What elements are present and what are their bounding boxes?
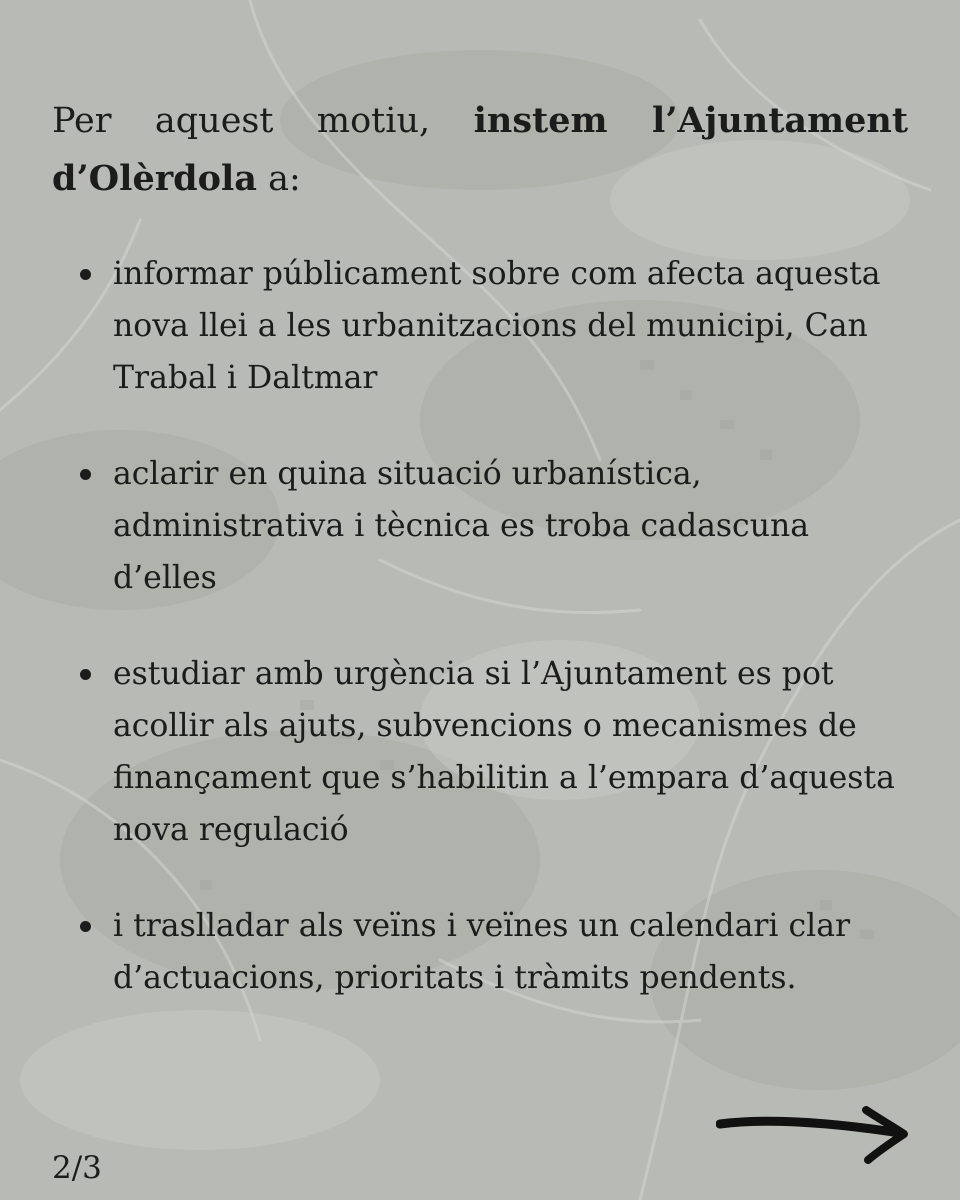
list-item-text: informar públicament sobre com afecta aquesta nova llei a les urbanitzacions del municipi, Can Trabal i Daltmar (113, 256, 881, 396)
intro-tail: a: (256, 159, 301, 199)
bullet-icon (80, 469, 91, 480)
list-item (52, 900, 908, 1004)
list-item-text: aclarir en quina situació urbanística, administrativa i tècnica es troba cadascuna d’elles (113, 456, 810, 596)
arrow-right-icon[interactable] (716, 1104, 912, 1164)
bullet-icon (80, 269, 91, 280)
list-item (52, 648, 908, 856)
bullet-icon (80, 921, 91, 932)
intro-lead: Per aquest motiu, (52, 101, 474, 141)
list-item-text: i traslladar als veïns i veïnes un calendari clar d’actuacions, prioritats i tràmits pendents. (113, 908, 851, 996)
intro-emphasis: instem l’Ajuntament d’Olèrdola (52, 100, 908, 199)
list-item (52, 448, 908, 604)
main-content (52, 92, 908, 1048)
bullet-icon (80, 669, 91, 680)
list-item (52, 248, 908, 404)
intro-paragraph (52, 92, 908, 208)
demands-list (52, 248, 908, 1004)
page-indicator: 2/3 (52, 1150, 102, 1186)
list-item-text: estudiar amb urgència si l’Ajuntament es pot acollir als ajuts, subvencions o mecanismes de finançament que s’habilitin a l’empara d’aquesta nova regulació (113, 656, 895, 848)
